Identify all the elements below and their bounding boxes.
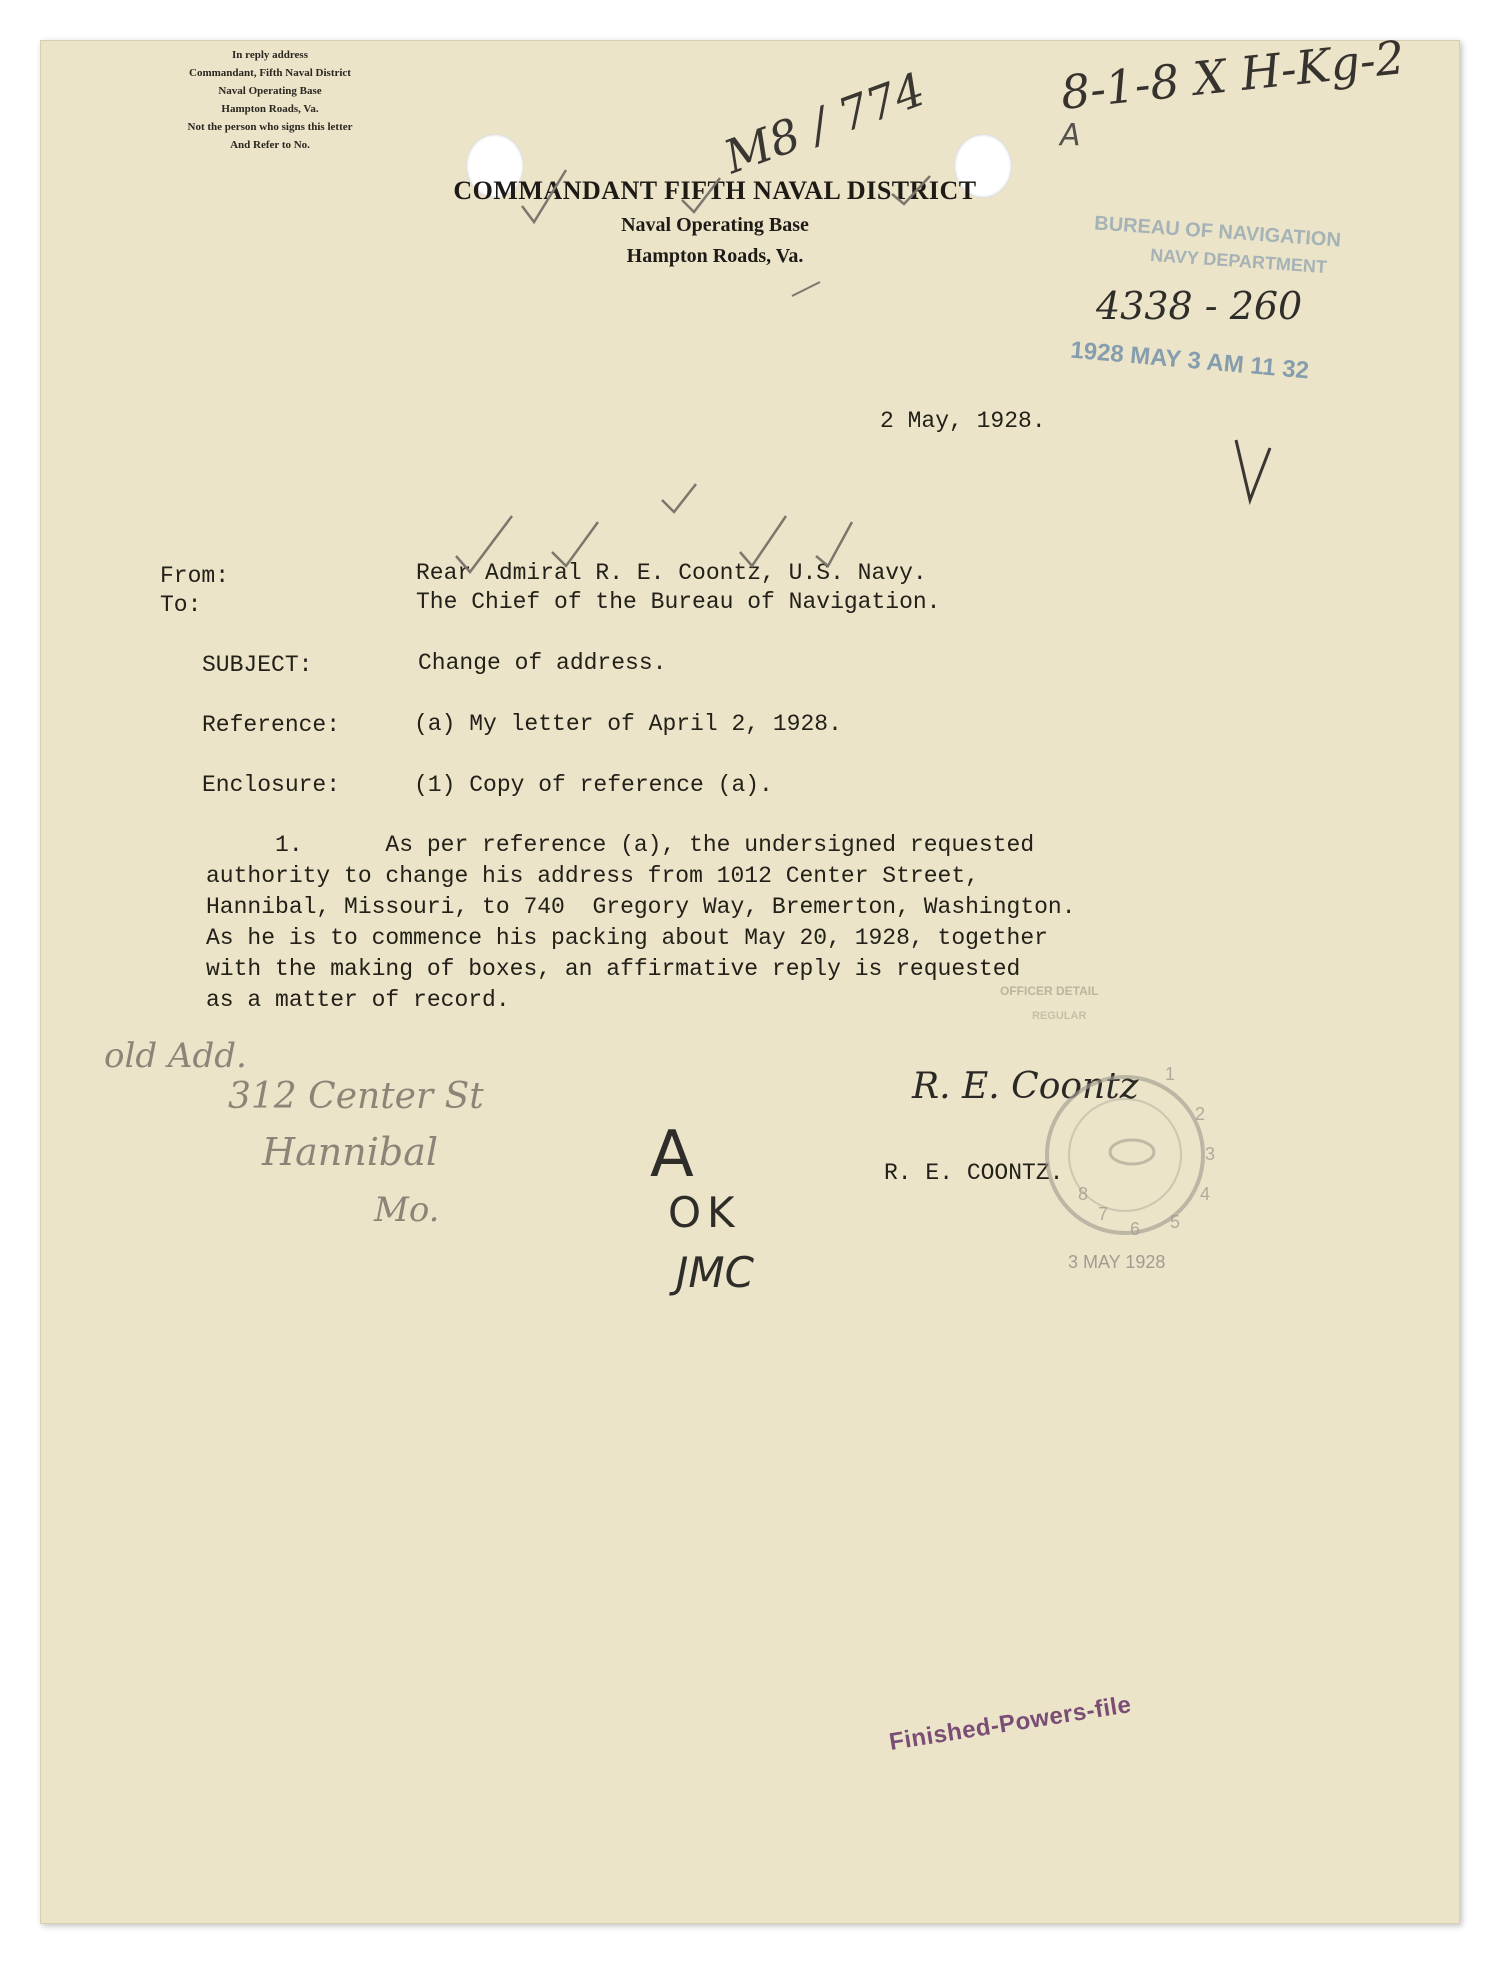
to-label: To:: [160, 592, 202, 618]
paragraph-line: with the making of boxes, an affirmative reply is requested: [206, 956, 1021, 982]
svg-text:4: 4: [1200, 1184, 1211, 1204]
may-date-stamp: 3 MAY 1928: [1068, 1252, 1166, 1272]
reply-line: Naval Operating Base: [218, 85, 322, 97]
reference-value: (a) My letter of April 2, 1928.: [414, 711, 842, 737]
reply-line: In reply address: [231, 49, 308, 61]
old-address-note-2: 312 Center St: [228, 1076, 484, 1117]
signature-script: R. E. Coontz: [912, 1066, 1139, 1107]
body-paragraph: [206, 830, 1386, 1016]
top-check-marks: M8 / 774: [717, 61, 932, 185]
paragraph-line: authority to change his address from 1012 Center Street,: [206, 863, 979, 889]
reference-label: Reference:: [202, 712, 341, 738]
paragraph-line: 1. As per reference (a), the undersigned requested: [206, 832, 1035, 858]
paragraph-line: As he is to commence his packing about May 20, 1928, together: [206, 925, 1048, 951]
letterhead-line-1: Naval Operating Base: [621, 214, 809, 236]
old-address-note-1: old Add.: [104, 1036, 247, 1076]
initial-n-mark: [1232, 430, 1233, 431]
finished-file-stamp: Finished-Powers-file: [887, 1691, 1134, 1756]
stamp-time-text: 1928 MAY 3 AM 11 32: [1069, 336, 1311, 385]
center-a-mark: A: [650, 1118, 694, 1192]
receipt-circle-stamp: [1020, 1050, 1230, 1260]
svg-text:2: 2: [1195, 1104, 1206, 1124]
center-initials-mark: JMC: [676, 1248, 754, 1297]
svg-text:6: 6: [1130, 1219, 1141, 1239]
regular-stamp: REGULAR: [1032, 1010, 1087, 1022]
paragraph-line: Hannibal, Missouri, to 740 Gregory Way, Bremerton, Washington.: [206, 894, 1076, 920]
paragraph-line: as a matter of record.: [206, 987, 510, 1013]
reply-line: Hampton Roads, Va.: [221, 103, 319, 115]
from-label: From:: [160, 563, 230, 589]
svg-text:1: 1: [1165, 1064, 1176, 1084]
svg-text:7: 7: [1098, 1204, 1109, 1224]
letterhead-title: COMMANDANT FIFTH NAVAL DISTRICT: [453, 176, 977, 205]
to-value: The Chief of the Bureau of Navigation.: [416, 589, 941, 615]
letter-date: 2 May, 1928.: [880, 408, 1046, 434]
reply-line: And Refer to No.: [230, 139, 310, 151]
officer-detail-stamp: OFFICER DETAIL: [1000, 984, 1099, 998]
svg-text:5: 5: [1170, 1212, 1181, 1232]
stamp-bureau-text: BUREAU OF NAVIGATION: [1093, 212, 1342, 252]
reply-line: Commandant, Fifth Naval District: [189, 67, 351, 79]
center-ok-mark: OK: [668, 1188, 741, 1237]
reply-line: Not the person who signs this letter: [187, 121, 353, 133]
file-number-handwritten: 8-1-8 X H-Kg-2: [1058, 30, 1408, 120]
old-address-note-4: Mo.: [374, 1190, 440, 1230]
reply-address-block: [120, 46, 420, 154]
stamp-dept-text: NAVY DEPARTMENT: [1149, 244, 1328, 278]
subject-label: SUBJECT:: [202, 652, 313, 678]
enclosure-value: (1) Copy of reference (a).: [414, 772, 773, 798]
signature-typed: R. E. COONTZ.: [884, 1160, 1064, 1186]
subject-value: Change of address.: [418, 650, 667, 676]
from-value: Rear Admiral R. E. Coontz, U.S. Navy.: [416, 560, 927, 586]
enclosure-label: Enclosure:: [202, 772, 341, 798]
letterhead: [360, 176, 1070, 268]
svg-text:3: 3: [1205, 1144, 1216, 1164]
top-a-mark: A: [1060, 118, 1081, 153]
letterhead-line-2: Hampton Roads, Va.: [626, 245, 804, 267]
svg-text:8: 8: [1078, 1184, 1089, 1204]
old-address-note-3: Hannibal: [262, 1130, 439, 1174]
bureau-number-handwritten: 4338 - 260: [1096, 284, 1303, 328]
